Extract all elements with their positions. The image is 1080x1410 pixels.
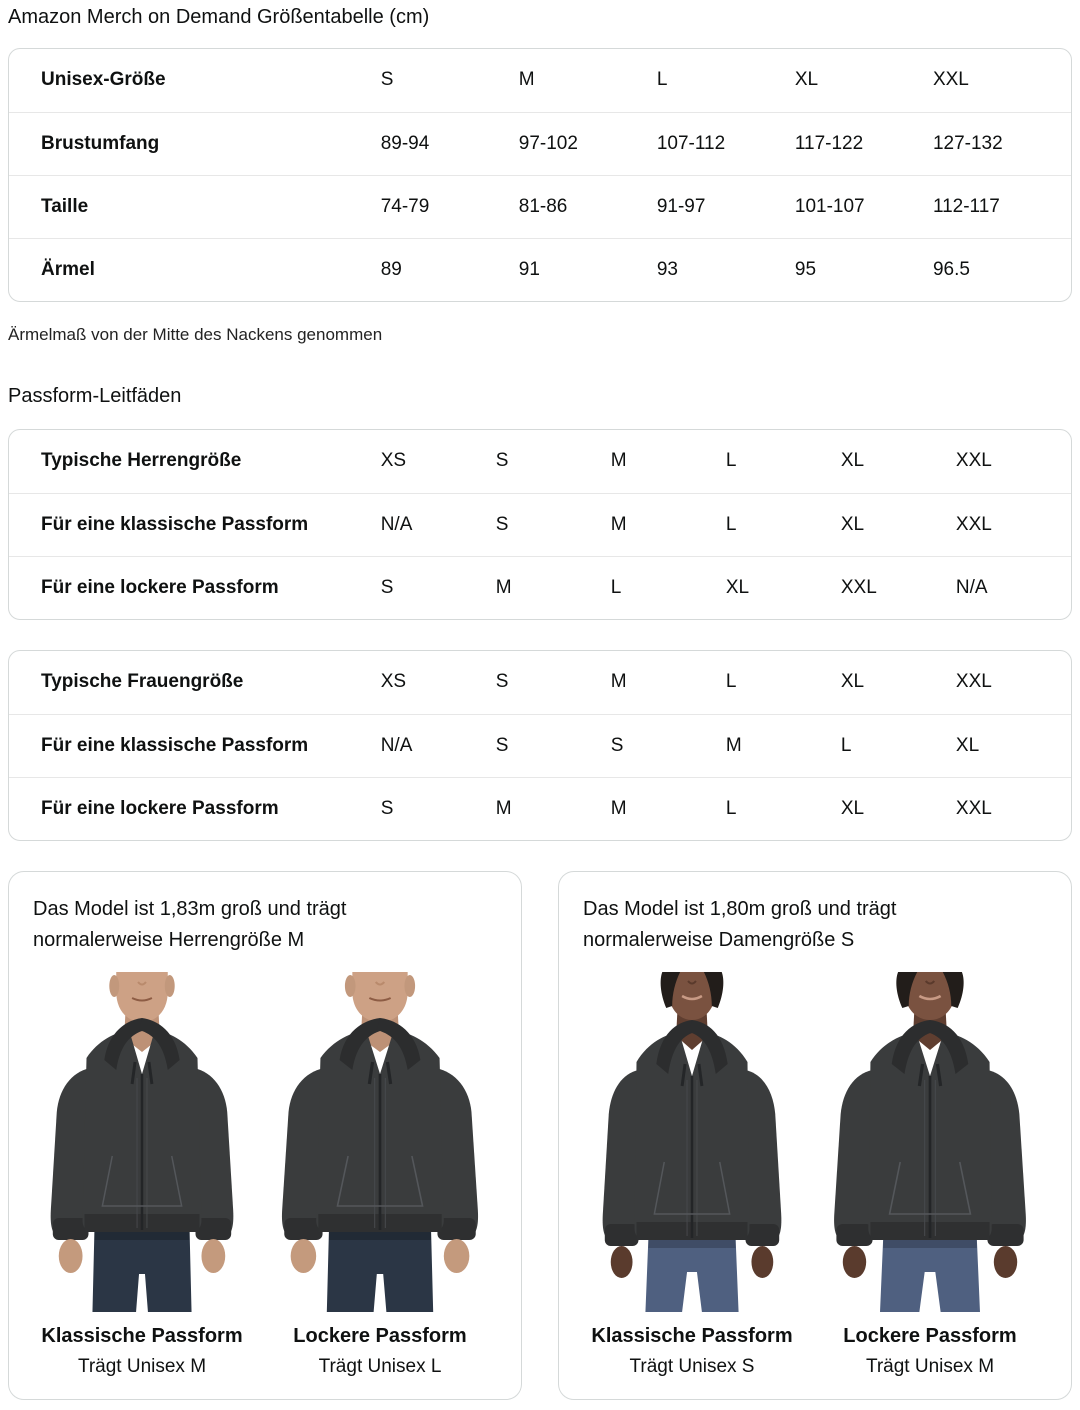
unisex-size-table — [8, 48, 1072, 302]
row-label: Unisex-Größe — [41, 69, 166, 91]
fit-label: Lockere Passform — [293, 1324, 467, 1347]
model-cards — [8, 871, 1072, 1400]
female-model-loose-photo — [813, 972, 1047, 1312]
size-cell: 89 — [380, 258, 402, 280]
fit-guides-heading: Passform-Leitfäden — [8, 384, 182, 407]
size-cell: XL — [840, 513, 865, 535]
model-figures — [33, 972, 497, 1379]
size-cell: XXL — [840, 576, 877, 598]
size-cell: 107-112 — [656, 132, 726, 154]
size-column-header: M — [518, 69, 535, 91]
size-cell: L — [725, 513, 737, 535]
sleeve-measure-note: Ärmelmaß von der Mitte des Nackens genommen — [8, 325, 383, 344]
row-label: Für eine lockere Passform — [41, 797, 279, 819]
size-column-header: L — [725, 450, 737, 472]
size-cell: 112-117 — [932, 195, 1000, 217]
table-header-row — [9, 49, 1071, 112]
loose-fit-figure — [263, 972, 497, 1379]
row-label: Für eine klassische Passform — [41, 513, 309, 535]
row-label: Taille — [41, 195, 89, 217]
mens-model-card — [8, 871, 522, 1400]
row-label: Brustumfang — [41, 132, 160, 154]
fit-label: Lockere Passform — [843, 1324, 1017, 1347]
size-cell: S — [380, 797, 394, 819]
mens-fit-table — [8, 429, 1072, 620]
size-column-header: XL — [840, 450, 865, 472]
size-cell: S — [380, 576, 394, 598]
size-column-header: M — [610, 671, 627, 693]
size-cell: 74-79 — [380, 195, 430, 217]
size-cell: N/A — [955, 576, 988, 598]
size-cell: 93 — [656, 258, 678, 280]
size-cell: XL — [955, 734, 980, 756]
table-header-row — [9, 651, 1071, 714]
size-column-header: XL — [840, 671, 865, 693]
male-model-classic-photo — [33, 972, 251, 1312]
size-cell: 96.5 — [932, 258, 970, 280]
row-label: Für eine lockere Passform — [41, 576, 279, 598]
table-row — [9, 238, 1071, 301]
size-cell: N/A — [380, 734, 413, 756]
size-cell: S — [495, 513, 509, 535]
size-cell: 127-132 — [932, 132, 1003, 154]
size-cell: XL — [840, 797, 865, 819]
size-column-header: S — [380, 69, 394, 91]
table-row — [9, 777, 1071, 840]
row-label: Für eine klassische Passform — [41, 734, 309, 756]
size-column-header: XXL — [955, 671, 992, 693]
size-column-header: S — [495, 450, 509, 472]
size-label: Trägt Unisex M — [865, 1355, 995, 1377]
size-label: Trägt Unisex L — [318, 1355, 442, 1377]
table-row — [9, 175, 1071, 238]
size-cell: 91 — [518, 258, 540, 280]
model-figures — [583, 972, 1047, 1379]
size-cell: L — [610, 576, 622, 598]
size-cell: 89-94 — [380, 132, 430, 154]
size-label: Trägt Unisex S — [629, 1355, 755, 1377]
fit-label: Klassische Passform — [41, 1324, 243, 1347]
size-cell: 95 — [794, 258, 817, 280]
table-header-row — [9, 430, 1071, 493]
size-cell: L — [725, 797, 737, 819]
size-cell: M — [610, 513, 627, 535]
row-label: Typische Frauengröße — [41, 671, 244, 693]
size-column-header: XS — [380, 450, 407, 472]
size-cell: N/A — [380, 513, 413, 535]
size-cell: M — [610, 797, 627, 819]
row-label: Ärmel — [41, 258, 95, 280]
size-column-header: XL — [794, 69, 819, 91]
loose-fit-figure — [813, 972, 1047, 1379]
size-cell: M — [495, 797, 512, 819]
male-model-loose-photo — [263, 972, 497, 1312]
table-row — [9, 493, 1071, 556]
size-column-header: M — [610, 450, 627, 472]
size-column-header: XS — [380, 671, 407, 693]
size-column-header: L — [725, 671, 737, 693]
size-cell: 91-97 — [656, 195, 706, 217]
model-description: Das Model ist 1,80m groß und trägt normalerweise Damengröße S — [583, 897, 897, 951]
size-cell: 81-86 — [518, 195, 568, 217]
size-cell: L — [840, 734, 852, 756]
table-row — [9, 556, 1071, 619]
size-column-header: XXL — [955, 450, 992, 472]
size-column-header: L — [656, 69, 668, 91]
womens-fit-table — [8, 650, 1072, 841]
size-label: Trägt Unisex M — [77, 1355, 207, 1377]
size-column-header: S — [495, 671, 509, 693]
table-row — [9, 112, 1071, 175]
size-cell: S — [495, 734, 509, 756]
classic-fit-figure — [583, 972, 801, 1379]
female-model-classic-photo — [583, 972, 801, 1312]
row-label: Typische Herrengröße — [41, 450, 242, 472]
page-title: Amazon Merch on Demand Größentabelle (cm) — [8, 6, 430, 28]
size-cell: M — [495, 576, 512, 598]
size-cell: 97-102 — [518, 132, 578, 154]
womens-model-card — [558, 871, 1072, 1400]
table-row — [9, 714, 1071, 777]
size-column-header: XXL — [932, 69, 969, 91]
size-cell: 101-107 — [794, 195, 865, 217]
model-description: Das Model ist 1,83m groß und trägt normalerweise Herrengröße M — [33, 897, 347, 951]
size-cell: XXL — [955, 797, 992, 819]
size-cell: M — [725, 734, 742, 756]
size-cell: XXL — [955, 513, 992, 535]
size-cell: S — [610, 734, 624, 756]
size-cell: 117-122 — [794, 132, 864, 154]
classic-fit-figure — [33, 972, 251, 1379]
size-cell: XL — [725, 576, 750, 598]
fit-label: Klassische Passform — [591, 1324, 793, 1347]
